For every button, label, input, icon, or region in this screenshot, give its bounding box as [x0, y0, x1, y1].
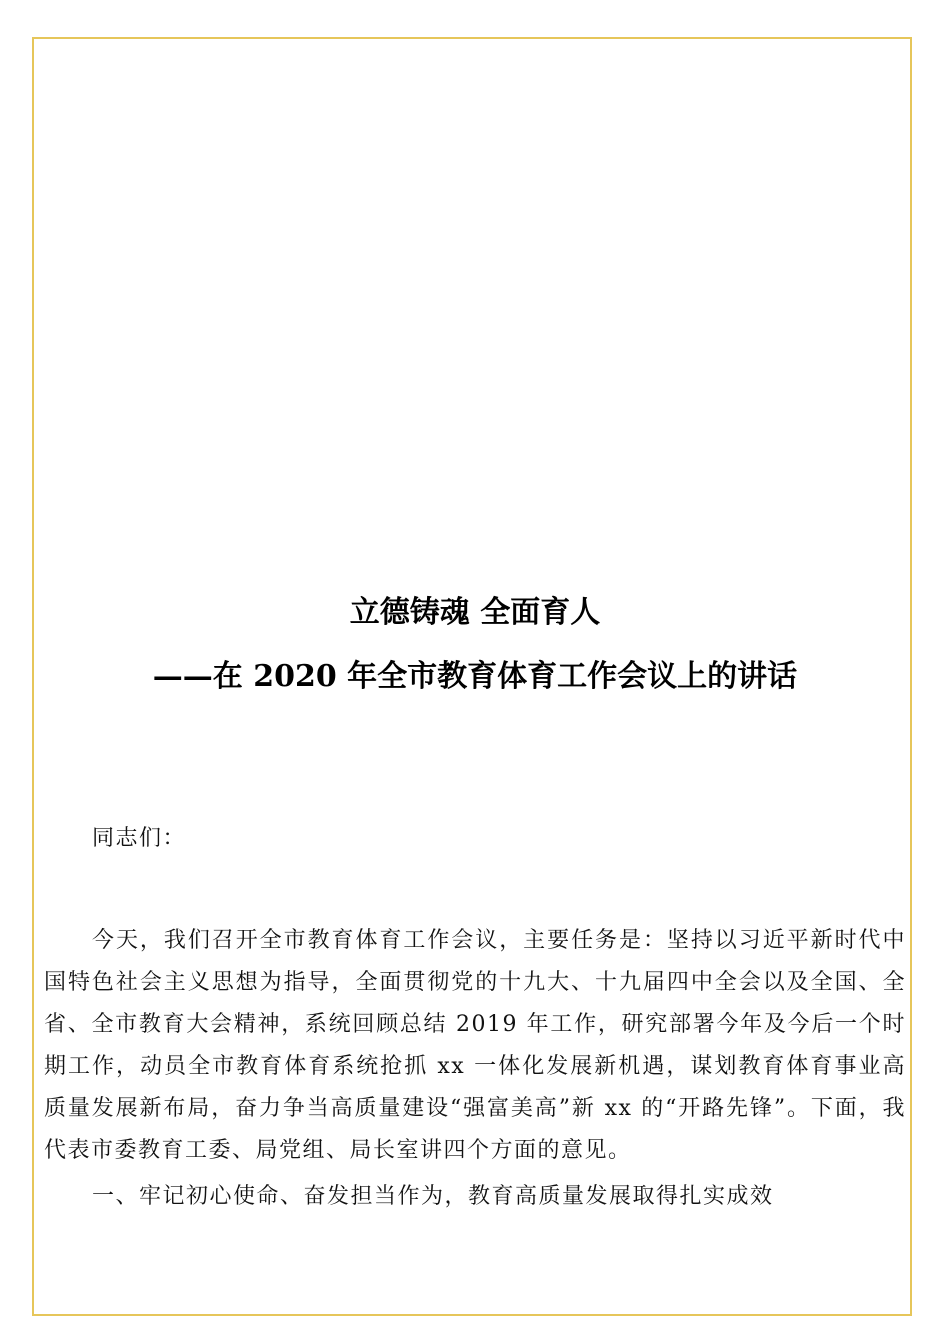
body-paragraph: 今天，我们召开全市教育体育工作会议，主要任务是：坚持以习近平新时代中国特色社会主义思想为指导，全面贯彻党的十九大、十九届四中全会以及全国、全省、全市教育大会精神，系统回顾总结 2019 年工作，研究部署今年及今后一个时期工作，动员全市教育体育系统抢抓 xx 一体化发展新机遇，谋划教育体育事业高质量发展新布局，奋力争当高质量建设“强富美高”新 xx 的“开路先锋”。下面，我代表市委教育工委、局党组、局长室讲四个方面的意见。 — [44, 928, 906, 1163]
greeting: 同志们： — [92, 826, 187, 851]
document-title: 立德铸魂 全面育人 — [349, 595, 601, 630]
section-heading: 一、牢记初心使命、奋发担当作为，教育高质量发展取得扎实成效 — [92, 1184, 774, 1209]
document-subtitle: ——在 2020 年全市教育体育工作会议上的讲话 — [152, 659, 798, 694]
